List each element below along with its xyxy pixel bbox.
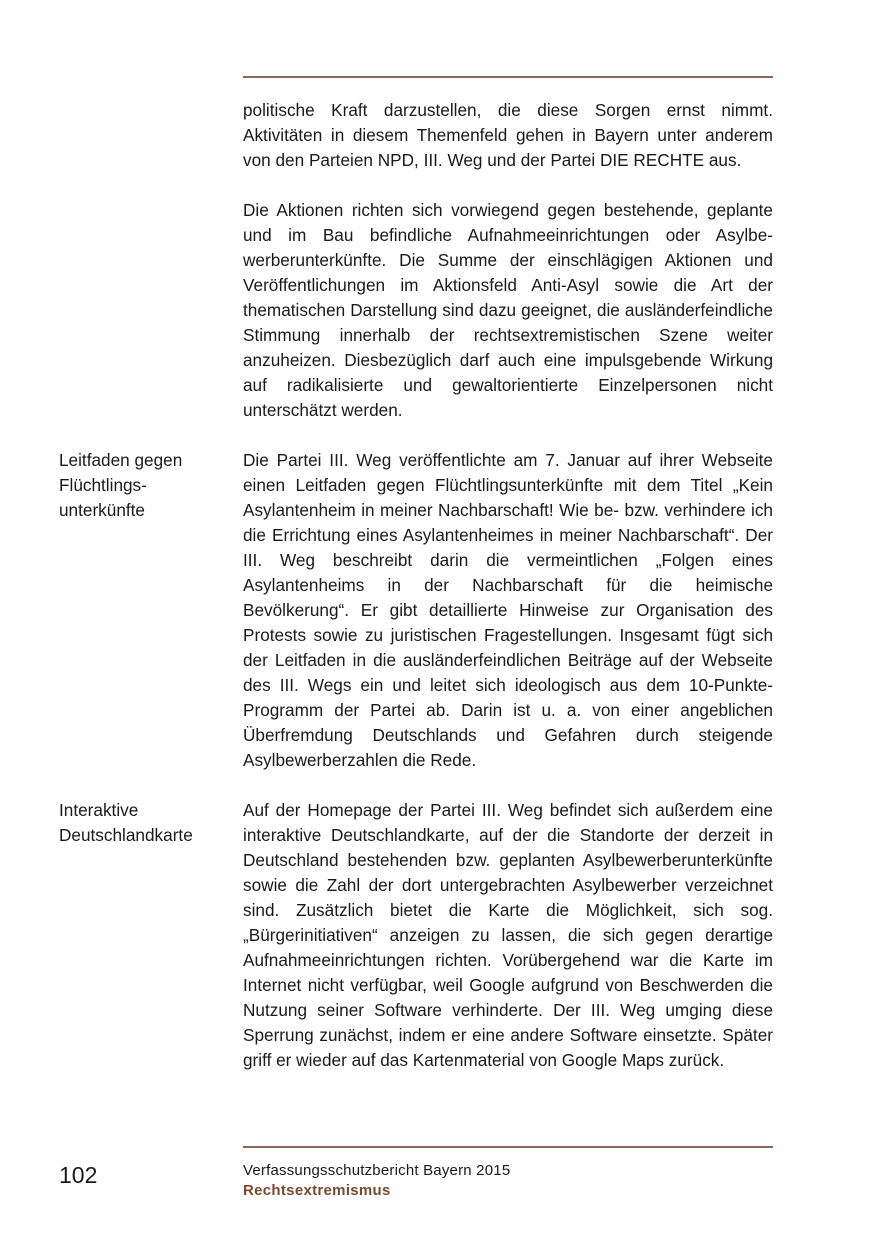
paragraph-1: politische Kraft darzustellen, die diese Sorgen ernst nimmt. Aktivitäten in diesem Themenfeld gehen in Bayern unter anderem von den Parteien NPD, III. Weg und der Partei DIE RECHTE aus.: [243, 100, 773, 170]
footer-section: Rechtsextremismus: [243, 1182, 391, 1199]
page-number: 102: [59, 1162, 98, 1188]
bottom-rule: [243, 1146, 773, 1148]
footer-title: Verfassungsschutzbericht Bayern 2015: [243, 1162, 511, 1179]
top-rule: [243, 76, 773, 78]
sidenote-line: Deutschlandkarte: [59, 825, 193, 845]
sidenote-karte: [59, 798, 229, 848]
paragraph-4: Auf der Homepage der Partei III. Weg befindet sich außerdem eine interaktive Deutschlandkarte, auf der die Standorte der derzeit in Deutschland bestehenden bzw. geplanten Asylbewerberunterkünfte sowie die Zahl der dort untergebrachten Asylbewerber verzeichnet sind. Zusätzlich bietet die Karte die Möglichkeit, sich sog. „Bürgerinitiativen“ anzeigen zu lassen, die sich gegen derartige Aufnahmeeinrichtungen richten. Vorübergehend war die Karte im Internet nicht verfügbar, weil Google aufgrund von Beschwerden die Nutzung seiner Software verhinderte. Der III. Weg umging diese Sperrung zunächst, indem er eine andere Software einsetzte. Später griff er wieder auf das Kartenmaterial von Google Maps zurück.: [243, 800, 773, 1070]
sidenote-line: Leitfaden gegen: [59, 450, 183, 470]
sidenote-line: Interaktive: [59, 800, 139, 820]
paragraph-2: Die Aktionen richten sich vorwiegend gegen bestehende, geplante und im Bau befindliche Aufnahmeeinrichtungen oder Asylbewerberunterkünfte. Die Summe der einschlägigen Aktionen und Veröffentlichungen im Aktionsfeld Anti-Asyl sowie die Art der thematischen Darstellung sind dazu geeignet, die ausländerfeindliche Stimmung innerhalb der rechtsextremistischen Szene weiter anzuheizen. Diesbezüglich darf auch eine impulsgebende Wirkung auf radikalisierte und gewaltorientierte Einzelpersonen nicht unterschätzt werden.: [243, 200, 773, 420]
paragraph-3: Die Partei III. Weg veröffentlichte am 7. Januar auf ihrer Webseite einen Leitfaden gegen Flüchtlingsunterkünfte mit dem Titel „Kein Asylantenheim in meiner Nachbarschaft! Wie be- bzw. verhindere ich die Errichtung eines Asylantenheimes in meiner Nachbarschaft“. Der III. Weg beschreibt darin die vermeintlichen „Folgen eines Asylantenheims in der Nachbarschaft für die heimische Bevölkerung“. Er gibt detaillierte Hinweise zur Organisation des Protests sowie zu juristischen Fragestellungen. Insgesamt fügt sich der Leitfaden in die ausländerfeindlichen Beiträge auf der Webseite des III. Wegs ein und leitet sich ideologisch aus dem 10-Punkte-Programm der Partei ab. Darin ist u. a. von einer angeblichen Überfremdung Deutschlands und Gefahren durch steigende Asylbewerberzahlen die Rede.: [243, 450, 773, 770]
sidenote-line: unterkünfte: [59, 500, 145, 520]
sidenote-leitfaden: [59, 448, 229, 523]
sidenote-line: Flüchtlings-: [59, 475, 147, 495]
